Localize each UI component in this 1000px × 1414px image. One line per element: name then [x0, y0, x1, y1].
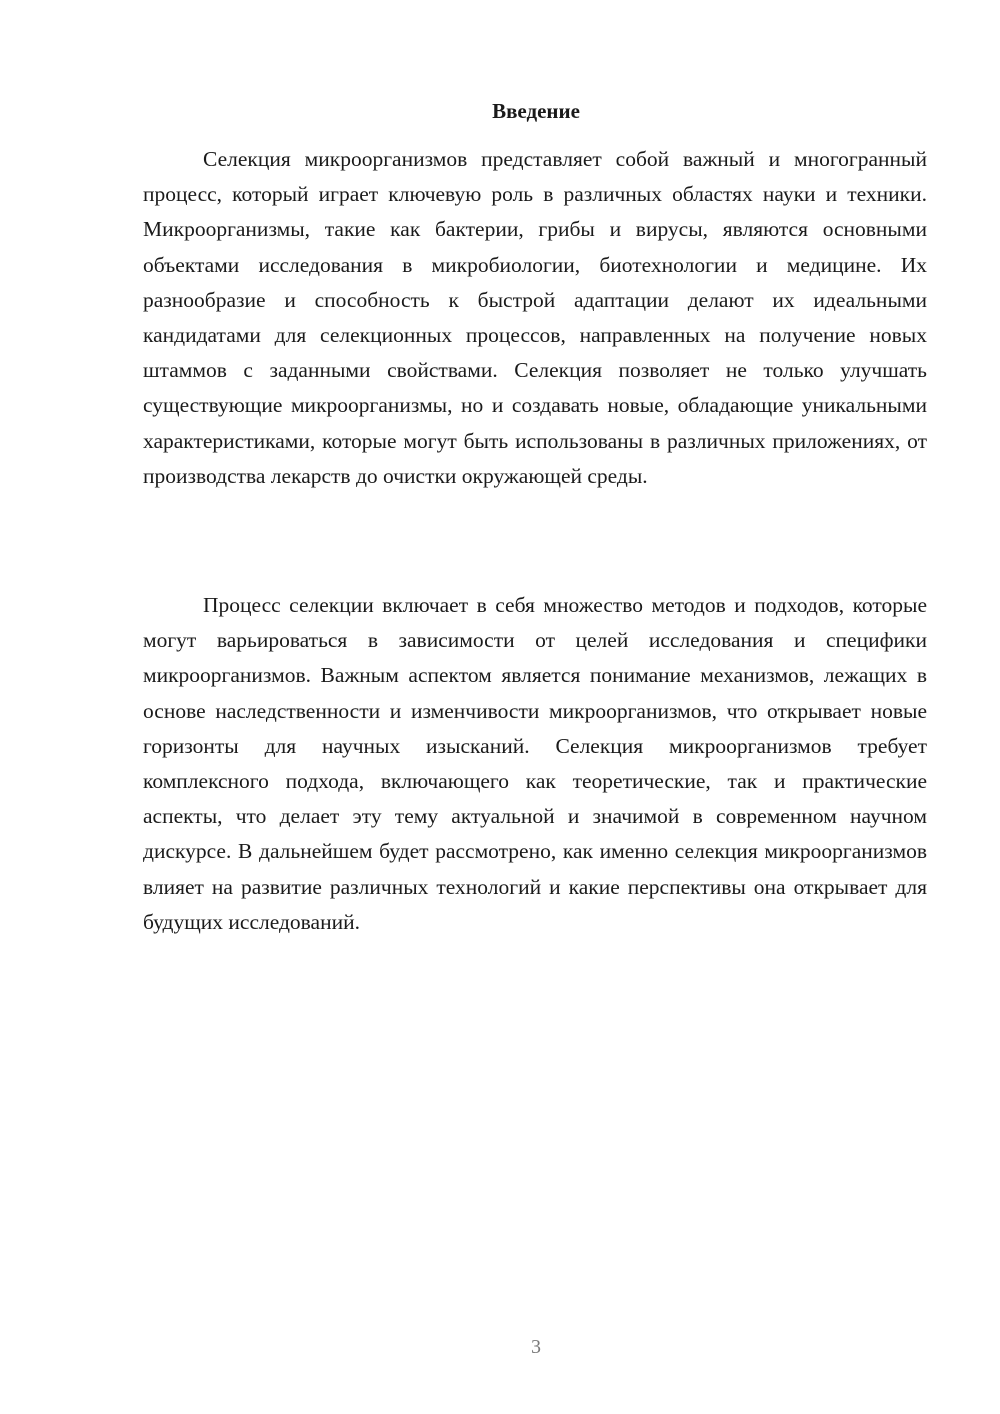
paragraph-1: Селекция микроорганизмов представляет собой важный и многогранный процесс, который играет ключевую роль в различных областях науки и техники. Микроорганизмы, такие как бактерии, грибы и вирусы, являются основными объектами исследования в микробиологии, биотехнологии и медицине. Их разнообразие и способность к быстрой адаптации делают их идеальными кандидатами для селекционных процессов, направленных на получение новых штаммов с заданными свойствами. Селекция позволяет не только улучшать существующие микроорганизмы, но и создавать новые, обладающие уникальными характеристиками, которые могут быть использованы в различных приложениях, от производства лекарств до очистки окружающей среды. [143, 147, 927, 488]
section-heading: Введение [492, 99, 580, 123]
page-number: 3 [531, 1336, 541, 1358]
paragraph-2: Процесс селекции включает в себя множество методов и подходов, которые могут варьироваться в зависимости от целей исследования и специфики микроорганизмов. Важным аспектом является понимание механизмов, лежащих в основе наследственности и изменчивости микроорганизмов, что открывает новые горизонты для научных изысканий. Селекция микроорганизмов требует комплексного подхода, включающего как теоретические, так и практические аспекты, что делает эту тему актуальной и значимой в современном научном дискурсе. В дальнейшем будет рассмотрено, как именно селекция микроорганизмов влияет на развитие различных технологий и какие перспективы она открывает для будущих исследований. [143, 593, 927, 934]
